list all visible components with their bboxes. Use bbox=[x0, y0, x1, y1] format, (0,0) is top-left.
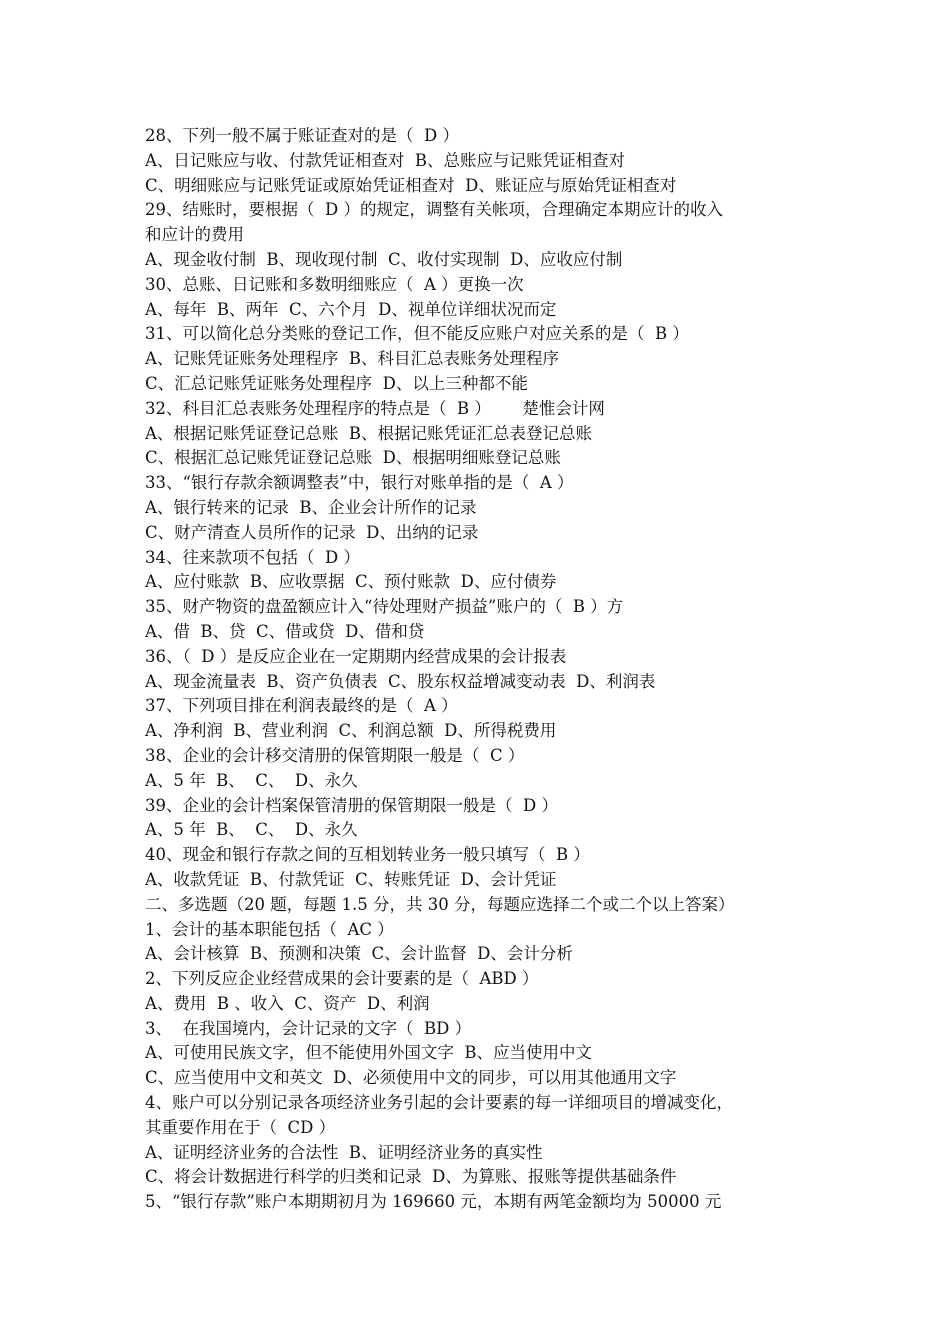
text-line: 38、企业的会计移交清册的保管期限一般是（ C ） bbox=[145, 745, 525, 765]
text-line: A、可使用民族文字，但不能使用外国文字 B、应当使用中文 bbox=[145, 1043, 593, 1063]
text-line: 1、会计的基本职能包括（ AC ） bbox=[145, 919, 394, 939]
text-line: 33、“银行存款余额调整表”中，银行对账单指的是（ A ） bbox=[145, 473, 574, 493]
text-line: A、5 年 B、 C、 D、永久 bbox=[145, 820, 358, 840]
text-line: A、应付账款 B、应收票据 C、预付账款 D、应付债券 bbox=[145, 572, 557, 592]
text-line: 36、（ D ）是反应企业在一定期期内经营成果的会计报表 bbox=[145, 646, 567, 666]
text-line: 28、下列一般不属于账证查对的是（ D ） bbox=[145, 126, 459, 145]
text-line: A、5 年 B、 C、 D、永久 bbox=[145, 770, 358, 790]
text-line: C、根据汇总记账凭证登记总账 D、根据明细账登记总账 bbox=[145, 448, 561, 468]
text-line: C、应当使用中文和英文 D、必须使用中文的同步，可以用其他通用文字 bbox=[145, 1068, 677, 1088]
text-line: A、证明经济业务的合法性 B、证明经济业务的真实性 bbox=[145, 1142, 543, 1162]
text-line: C、将会计数据进行科学的归类和记录 D、为算账、报账等提供基础条件 bbox=[145, 1167, 677, 1187]
text-line: A、现金收付制 B、现收现付制 C、收付实现制 D、应收应付制 bbox=[145, 249, 623, 269]
text-line: 32、科目汇总表账务处理程序的特点是（ B ） 楚惟会计网 bbox=[145, 398, 605, 418]
text-line: A、现金流量表 B、资产负债表 C、股东权益增减变动表 D、利润表 bbox=[145, 671, 656, 691]
text-line: A、每年 B、两年 C、六个月 D、视单位详细状况而定 bbox=[145, 299, 557, 319]
text-line: A、净利润 B、营业利润 C、利润总额 D、所得税费用 bbox=[145, 721, 557, 741]
text-line: 二、多选题（20 题，每题 1.5 分，共 30 分，每题应选择二个或二个以上答案） bbox=[145, 894, 735, 914]
text-line: A、根据记账凭证登记总账 B、根据记账凭证汇总表登记总账 bbox=[145, 423, 593, 443]
text-line: 35、财产物资的盘盈额应计入“待处理财产损益”账户的（ B ）方 bbox=[145, 597, 624, 617]
text-line: 39、企业的会计档案保管清册的保管期限一般是（ D ） bbox=[145, 795, 558, 815]
text-line: 37、下列项目排在利润表最终的是（ A ） bbox=[145, 696, 458, 716]
text-line: A、费用 B 、收入 C、资产 D、利润 bbox=[145, 993, 430, 1013]
text-line: 其重要作用在于（ CD ） bbox=[145, 1117, 336, 1137]
text-line: 29、结账时，要根据（ D ）的规定，调整有关帐项，合理确定本期应计的收入 bbox=[145, 200, 723, 220]
text-line: C、明细账应与记账凭证或原始凭证相查对 D、账证应与原始凭证相查对 bbox=[145, 175, 677, 195]
text-line: C、财产清查人员所作的记录 D、出纳的记录 bbox=[145, 522, 479, 542]
text-line: 31、可以简化总分类账的登记工作，但不能反应账户对应关系的是（ B ） bbox=[145, 324, 689, 344]
text-line: A、日记账应与收、付款凭证相查对 B、总账应与记账凭证相查对 bbox=[145, 150, 626, 170]
text-line: C、汇总记账凭证账务处理程序 D、以上三种都不能 bbox=[145, 373, 528, 393]
text-line: 2、下列反应企业经营成果的会计要素的是（ ABD ） bbox=[145, 969, 539, 989]
text-line: 4、账户可以分别记录各项经济业务引起的会计要素的每一详细项目的增减变化， bbox=[145, 1093, 733, 1113]
text-line: A、银行转来的记录 B、企业会计所作的记录 bbox=[145, 497, 477, 517]
text-line: 34、往来款项不包括（ D ） bbox=[145, 547, 360, 567]
text-line: 和应计的费用 bbox=[145, 225, 244, 245]
text-line: 5、“银行存款”账户本期期初月为 169660 元，本期有两笔金额均为 50000 元 bbox=[145, 1192, 722, 1212]
text-line: A、会计核算 B、预测和决策 C、会计监督 D、会计分析 bbox=[145, 944, 573, 964]
text-line: 3、 在我国境内，会计记录的文字（ BD ） bbox=[145, 1018, 472, 1038]
text-line: A、记账凭证账务处理程序 B、科目汇总表账务处理程序 bbox=[145, 349, 560, 369]
text-line: A、收款凭证 B、付款凭证 C、转账凭证 D、会计凭证 bbox=[145, 869, 557, 889]
document-page bbox=[145, 124, 825, 1215]
text-line: 30、总账、日记账和多数明细账应（ A ）更换一次 bbox=[145, 274, 524, 294]
text-line: 40、现金和银行存款之间的互相划转业务一般只填写（ B ） bbox=[145, 845, 590, 865]
text-line: A、借 B、贷 C、借或贷 D、借和贷 bbox=[145, 621, 425, 641]
